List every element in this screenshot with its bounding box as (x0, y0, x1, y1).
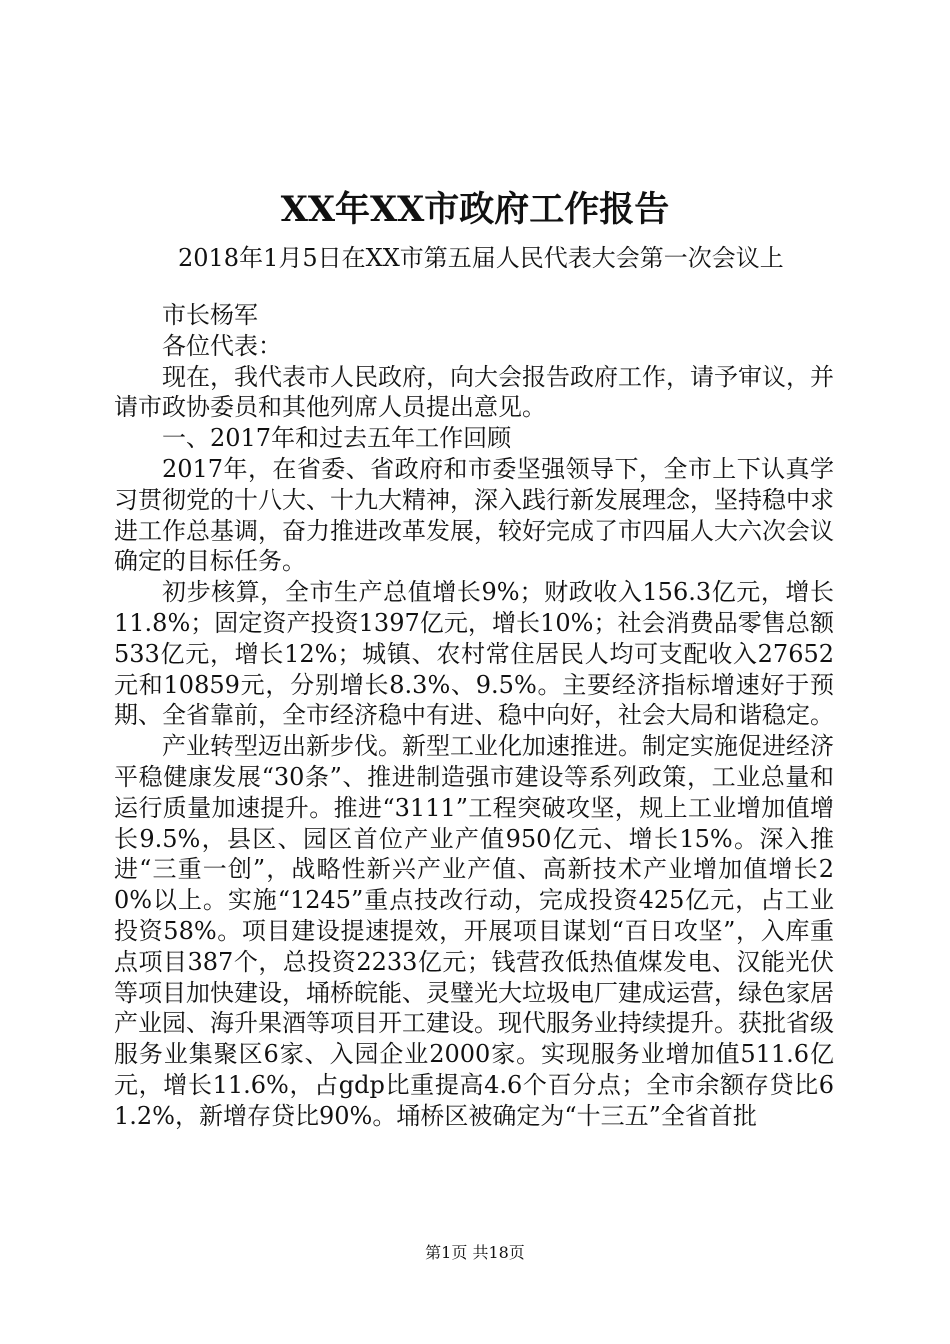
speaker-line: 市长杨军 (162, 301, 258, 329)
document-title: XX年XX市政府工作报告 (280, 189, 670, 230)
body-paragraph: 初步核算，全市生产总值增长9%；财政收入156.3亿元，增长11.8%；固定资产投资1397亿元，增长10%；社会消费品零售总额533亿元，增长12%；城镇、农村常住居民人均可支配收入27652元和10859元，分别增长8.3%、9.5%。主要经济指标增速好于预期、全省靠前，全市经济稳中有进、稳中向好，社会大局和谐稳定。 (114, 578, 834, 730)
body-paragraph: 现在，我代表市人民政府，向大会报告政府工作，请予审议，并请市政协委员和其他列席人员提出意见。 (114, 362, 834, 422)
body-paragraph: 2017年，在省委、省政府和市委坚强领导下，全市上下认真学习贯彻党的十八大、十九大精神，深入践行新发展理念，坚持稳中求进工作总基调，奋力推进改革发展，较好完成了市四届人大六次会议确定的目标任务。 (114, 454, 834, 576)
section-heading: 一、2017年和过去五年工作回顾 (162, 424, 512, 453)
salutation: 各位代表： (162, 331, 282, 360)
page-footer: 第1页 共18页 (425, 1243, 525, 1262)
document-subtitle: 2018年1月5日在XX市第五届人民代表大会第一次会议上 (178, 244, 784, 272)
document-body (114, 300, 834, 1132)
body-paragraph: 产业转型迈出新步伐。新型工业化加速推进。制定实施促进经济平稳健康发展“30条”、推进制造强市建设等系列政策，工业总量和运行质量加速提升。推进“3111”工程突破攻坚，规上工业增加值增长9.5%，县区、园区首位产业产值950亿元、增长15%。深入推进“三重一创”，战略性新兴产业产值、高新技术产业增加值增长20%以上。实施“1245”重点技改行动，完成投资425亿元，占工业投资58%。项目建设提速提效，开展项目谋划“百日攻坚”，入库重点项目387个，总投资2233亿元；钱营孜低热值煤发电、汉能光伏等项目加快建设，埇桥皖能、灵璧光大垃圾电厂建成运营，绿色家居产业园、海升果酒等项目开工建设。现代服务业持续提升。获批省级服务业集聚区6家、入园企业2000家。实现服务业增加值511.6亿元，增长11.6%，占gdp比重提高4.6个百分点；全市余额存贷比61.2%，新增存贷比90%。埇桥区被确定为“十三五”全省首批 (114, 732, 834, 1130)
